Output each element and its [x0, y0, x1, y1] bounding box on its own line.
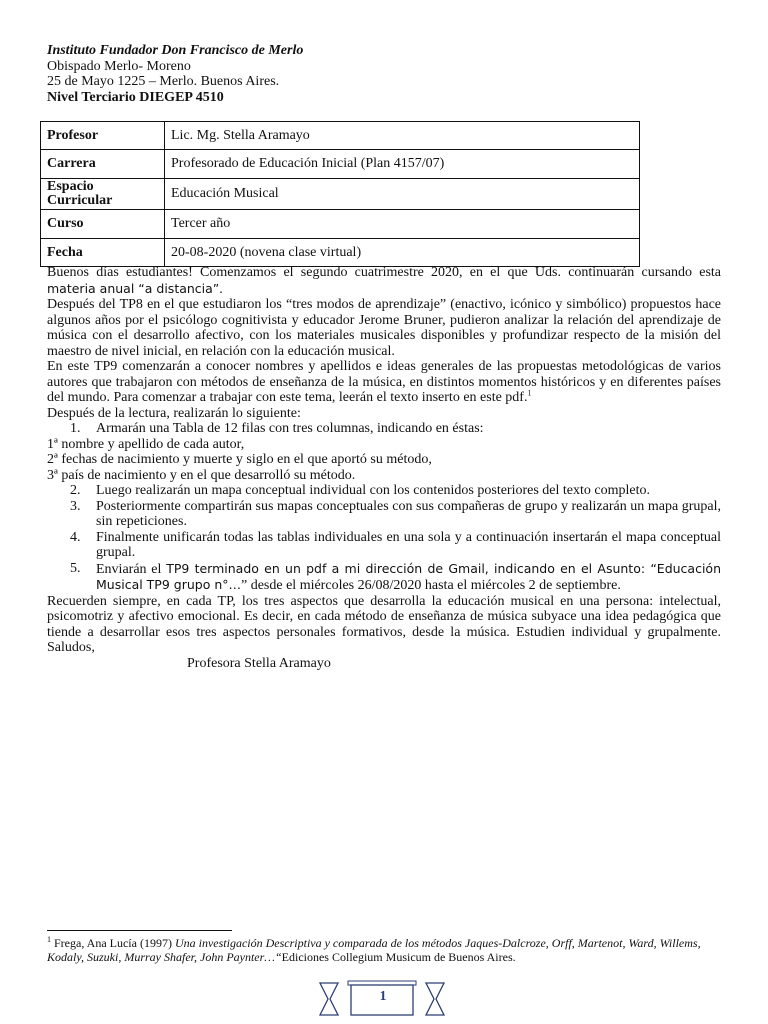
- list-item: [47, 421, 721, 437]
- table-row: [41, 239, 640, 267]
- row-value: Educación Musical: [165, 179, 640, 210]
- distance-course-phrase: materia anual “a distancia”: [47, 280, 220, 296]
- row-value: Profesorado de Educación Inicial (Plan 4157/07): [165, 150, 640, 179]
- item-number: 3.: [70, 498, 81, 514]
- address-line: 25 de Mayo 1225 – Merlo. Buenos Aires.: [47, 74, 280, 89]
- send-deadline: ” desde el miércoles 26/08/2020 hasta el miércoles 2 de septiembre.: [241, 578, 621, 593]
- item-text: Luego realizarán un mapa conceptual individual con los contenidos posteriores del texto completo.: [96, 483, 650, 498]
- signature: Profesora Stella Aramayo: [187, 655, 331, 671]
- column-spec: 1ª nombre y apellido de cada autor,: [47, 436, 245, 452]
- list-item: [47, 561, 721, 594]
- table-row: [41, 179, 640, 210]
- letterhead: [47, 43, 303, 105]
- item-number: 2.: [70, 483, 81, 498]
- greeting-text: Buenos días estudiantes! Comenzamos el segundo cuatrimestre 2020, en el que Uds. continuarán cursando esta: [47, 265, 721, 280]
- item-text: Posteriormente compartirán sus mapas conceptuales con sus compañeras de grupo y realizarán un mapa grupal, sin repeticiones.: [96, 498, 721, 529]
- column-spec: 2ª fechas de nacimiento y muerte y siglo en el que aportó su método,: [47, 452, 432, 467]
- table-row: [41, 150, 640, 179]
- left-ribbon-end: [320, 983, 338, 1015]
- right-ribbon-end: [426, 983, 444, 1015]
- send-instruction: Enviarán el: [96, 561, 167, 577]
- item-text: [96, 561, 721, 594]
- footnote-separator: [47, 930, 232, 931]
- footnote-publisher: Ediciones Collegium Musicum de Buenos Aires.: [281, 950, 516, 964]
- institution-name: Instituto Fundador Don Francisco de Merlo: [47, 43, 304, 58]
- row-value: Lic. Mg. Stella Aramayo: [165, 122, 640, 150]
- letter-body: [47, 265, 721, 671]
- list-item: [47, 499, 721, 530]
- column-spec: 3ª país de nacimiento y en el que desarrolló su método.: [47, 467, 356, 483]
- row-key: Curso: [41, 210, 165, 239]
- row-value: 20-08-2020 (novena clase virtual): [165, 239, 640, 267]
- diocese-line: Obispado Merlo- Moreno: [47, 58, 191, 74]
- item-text: Finalmente unificarán todas las tablas individuales en una sola y a continuación insertarán el mapa conceptual grupal.: [96, 529, 721, 560]
- tp9-intro-paragraph: [47, 359, 721, 406]
- footnote: [47, 936, 719, 964]
- greeting-paragraph: [47, 265, 721, 297]
- level-line: Nivel Terciario DIEGEP 4510: [47, 89, 224, 105]
- row-key: Profesor: [41, 122, 165, 150]
- item-number: 5.: [70, 560, 81, 576]
- item-number: 4.: [70, 529, 81, 545]
- page-number: 1: [379, 989, 387, 1004]
- row-value: Tercer año: [165, 210, 640, 239]
- table-row: [41, 122, 640, 150]
- list-item: [47, 483, 721, 499]
- instructions-lead: Después de la lectura, realizarán lo siguiente:: [47, 405, 301, 421]
- row-key: Espacio Curricular: [41, 179, 165, 210]
- item-number: 1.: [70, 421, 81, 436]
- footnote-mark: 1: [47, 935, 51, 944]
- previous-tp-paragraph: Después del TP8 en el que estudiaron los “tres modos de aprendizaje” (enactivo, icónico y simbólico) propuestos hace algunos años por el psicólogo cognitivista y educador Jerome Bruner, pudieron analizar la relación del aprendizaje de música con el desarrollo afectivo, con los materiales musicales disponibles y profundizar respecto de la misión del maestro de nivel inicial, en relación con la educación musical.: [47, 297, 721, 359]
- footnote-title: Una investigación Descriptiva y comparada de los métodos Jaques-Dalcroze, Orff, Martenot, Ward, Willems, Kodaly, Suzuki, Murray Shafer, John Paynter…“: [47, 936, 701, 964]
- course-info-table: [40, 121, 640, 267]
- tp9-intro-text: En este TP9 comenzarán a conocer nombres y apellidos e ideas generales de las propuestas metodológicas de varios autores que trabajaron con métodos de enseñanza de la música, en distintos momentos históricos y en diferentes países del mundo. Para comenzar a trabajar con este tema, leerán el texto inserto en este pdf.: [47, 359, 721, 405]
- send-instruction-detail: TP9 terminado en un pdf a mi dirección de Gmail, indicando en el Asunto: “Educación Musical TP9 grupo n°…: [96, 560, 721, 592]
- closing-paragraph: Recuerden siempre, en cada TP, los tres aspectos que desarrolla la educación musical en una persona: intelectual, psicomotriz y afectivo emocional. Es decir, en cada método de enseñanza de música subyace una idea pedagógica que tiende a desarrollar esos tres aspectos personales formativos, desde la música. Estudien individual y grupalmente. Saludos,: [47, 593, 721, 655]
- footnote-author: Frega, Ana Lucía (1997): [51, 936, 175, 950]
- item-text: Armarán una Tabla de 12 filas con tres columnas, indicando en éstas:: [96, 421, 484, 436]
- footnote-reference: 1: [527, 388, 532, 398]
- table-row: [41, 210, 640, 239]
- row-key: Carrera: [41, 150, 165, 179]
- row-key: Fecha: [41, 239, 165, 267]
- list-item: [47, 530, 721, 561]
- greeting-end: .: [219, 281, 223, 297]
